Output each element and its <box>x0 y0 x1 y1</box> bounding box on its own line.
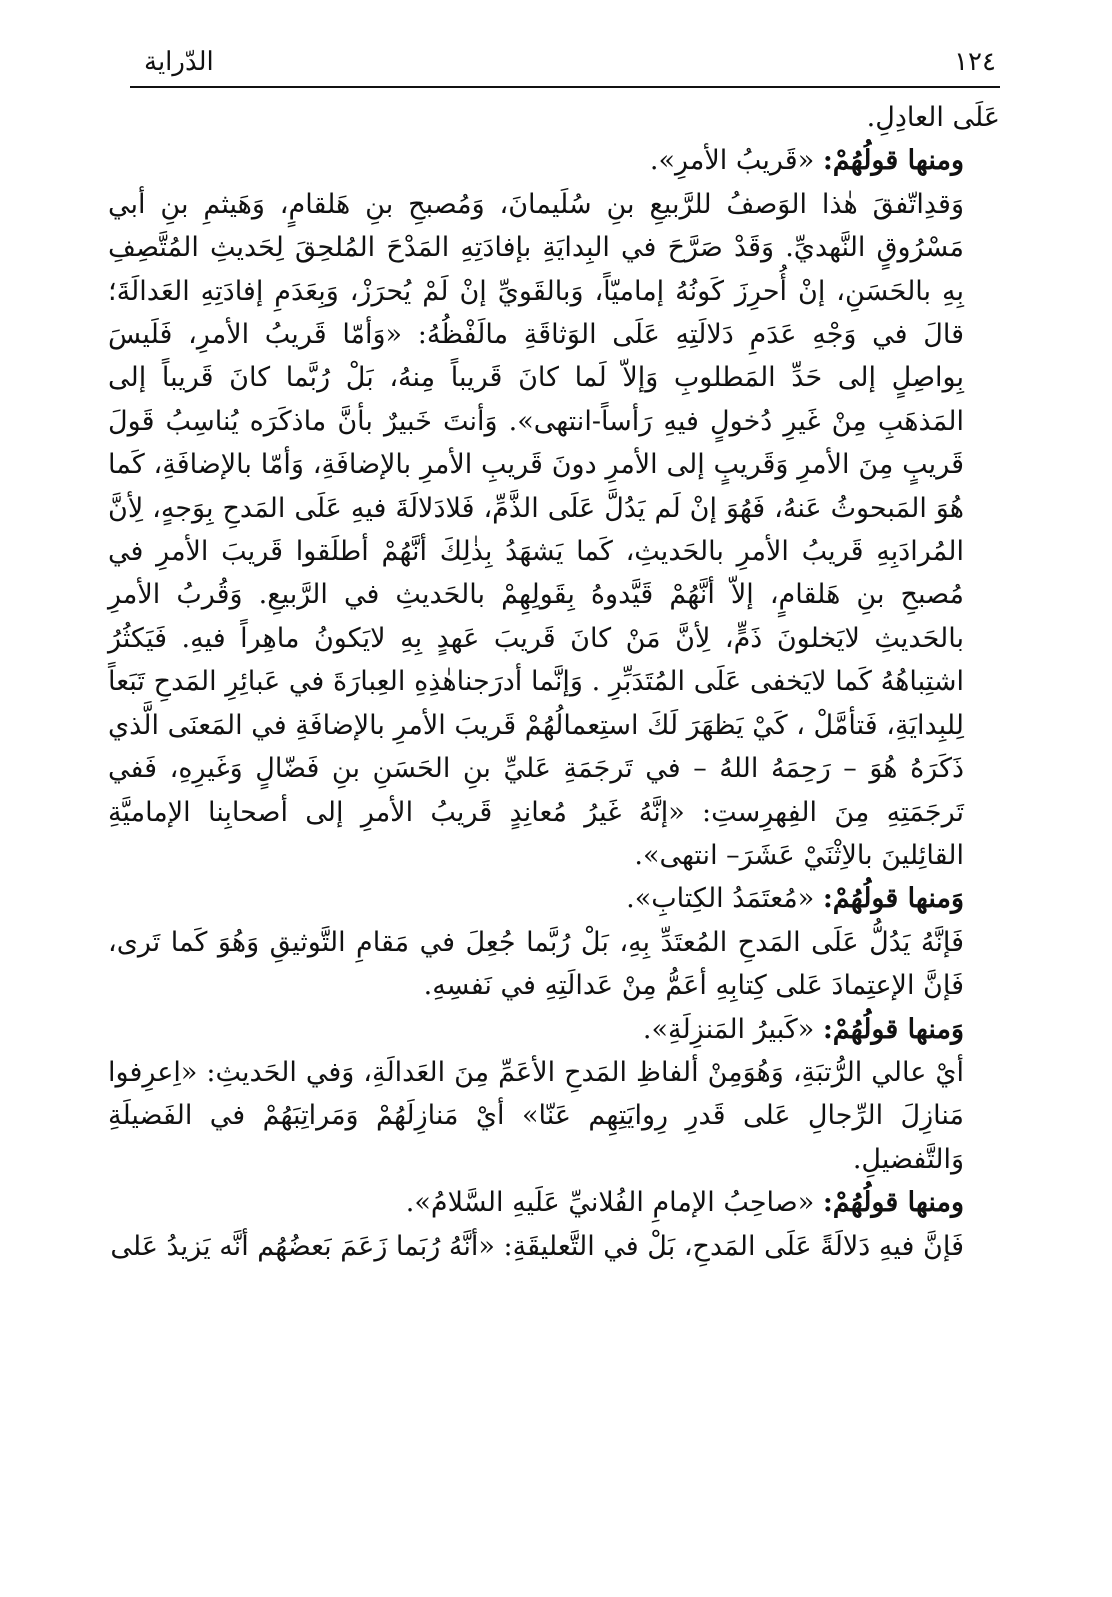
paragraph-text: أيْ عالي الرُّتبَةِ، وَهُوَمِنْ ألفاظِ المَدحِ الأعَمِّ مِنَ العَدالَةِ، وَفي الحَديثِ: «اِعرِفوا مَنازِلَ الرِّجالِ عَلى قَدرِ رِوايَتِهِم عَنّا» أيْ مَنازِلَهُمْ وَمَراتِبَهُمْ في الفَضيلَةِ وَالتَّفضيلِ. <box>108 1056 964 1175</box>
paragraph <box>108 1225 1000 1268</box>
paragraph-text: «مُعتَمَدُ الكِتابِ». <box>626 883 815 915</box>
page-header <box>130 40 1000 88</box>
running-title: الدّراية <box>144 47 214 77</box>
paragraph <box>108 1051 1000 1181</box>
page-number: ١٢٤ <box>954 47 996 77</box>
section-heading: ومنها قولُهُمْ: <box>822 1187 964 1219</box>
paragraph <box>108 96 1000 139</box>
paragraph-text: فَإنَّ فيهِ دَلالَةً عَلَى المَدحِ، بَلْ في التَّعليقَةِ: «أنَّهُ رُبَما زَعَمَ بَعضُهُم أنَّه يَزيدُ عَلى <box>110 1230 964 1262</box>
paragraph <box>108 1181 1000 1224</box>
paragraph <box>108 183 1000 878</box>
paragraph-text: «كَبيرُ المَنزِلَةِ». <box>642 1013 815 1045</box>
paragraph <box>108 877 1000 920</box>
paragraph-text: «قَريبُ الأمرِ». <box>649 145 815 177</box>
section-heading: ومنها قولُهُمْ: <box>822 145 964 177</box>
paragraph-text: «صاحِبُ الإمامِ الفُلانيِّ عَلَيهِ السَّلامُ». <box>405 1187 815 1219</box>
body-text <box>108 96 1000 1268</box>
paragraph-text: فَإنَّهُ يَدُلُّ عَلَى المَدحِ المُعتَدِّ بِهِ، بَلْ رُبَّما جُعِلَ في مَقامِ التَّوثيقِ وَهُوَ كَما تَرى، فَإنَّ الإعتِمادَ عَلى كِتابِهِ أعَمُّ مِنْ عَدالَتِهِ في نَفسِهِ. <box>108 926 964 1002</box>
paragraph <box>108 921 1000 1008</box>
section-heading: وَمنها قولُهُمْ: <box>822 1013 964 1045</box>
section-heading: وَمنها قولُهُمْ: <box>822 883 964 915</box>
paragraph-text: عَلَى العادِلِ. <box>866 102 1000 133</box>
paragraph-text: وَقدِاتّفقَ هٰذا الوَصفُ للرَّبيعِ بنِ سُلَيمانَ، وَمُصبحِ بنِ هَلقامٍ، وَهَيثمِ بنِ أبي مَسْرُوقٍ النَّهديِّ. وَقَدْ صَرَّحَ في البِدايَةِ بإفادَتِهِ المَدْحَ المُلحِقَ لِحَديثِ المُتَّصِفِ بِهِ بالحَسَنِ، إنْ أُحرِزَ كَونُهُ إماميّاً، وَبالقَويِّ إنْ لَمْ يُحرَزْ، وَبِعَدَمِ إفادَتِهِ العَدالَةَ؛ قالَ في وَجْهِ عَدَمِ دَلالَتِهِ عَلَى الوَثاقَةِ مالَفْظُهُ: «وَأمّا قَريبُ الأمرِ، فَلَيسَ بِواصِلٍ إلى حَدِّ المَطلوبِ وَإلاّ لَما كانَ قَريباً مِنهُ، بَلْ رُبَّما كانَ قَريباً إلى المَذهَبِ مِنْ غَيرِ دُخولٍ فيهِ رَأساً-انتهى». وَأنتَ خَبيرٌ بأنَّ ماذكَرَه يُناسِبُ قَولَ قَريبٍ مِنَ الأمرِ وَقَريبٍ إلى الأمرِ دونَ قَريبِ الأمرِ بالإضافَةِ، وَأمّا بالإضافَةِ، كَما هُوَ المَبحوثُ عَنهُ، فَهُوَ إنْ لَم يَدُلَّ عَلَى الذَّمِّ، فَلادَلالَةَ فيهِ عَلَى المَدحِ بِوَجهٍ، لِأنَّ المُرادَبِهِ قَريبُ الأمرِ بالحَديثِ، كَما يَشهَدُ بِذٰلِكَ أنَّهُمْ أطلَقوا قَريبَ الأمرِ في مُصبحِ بنِ هَلقامٍ، إلاّ أنَّهُمْ قَيَّدوهُ بِقَولِهِمْ بالحَديثِ في الرَّبيعِ. وَقُربُ الأمرِ بالحَديثِ لايَخلونَ ذَمٍّ، لِأنَّ مَنْ كانَ قَريبَ عَهدٍ بِهِ لايَكونُ ماهِراً فيهِ. فَيَكثُرُ اشتِباهُهُ كَما لايَخفى عَلَى المُتَدَبِّرِ . وَإنَّما أدرَجناهٰذِهِ العِبارَةَ في عَبائِرِ المَدحِ تَبَعاً لِلبِدايَةِ، فَتأمَّلْ ، كَيْ يَظهَرَ لَكَ استِعمالُهُمْ قَريبَ الأمرِ بالإضافَةِ في المَعنَى الَّذي ذَكَرَهُ هُوَ – رَحِمَهُ اللهُ – في تَرجَمَةِ عَليِّ بنِ الحَسَنِ بنِ فَضّالٍ وَغَيرِهِ، فَفي تَرجَمَتِهِ مِنَ الفِهرِستِ: «إنَّهُ غَيرُ مُعانِدٍ قَريبُ الأمرِ إلى أصحابِنا الإماميَّةِ القائِلينَ بالاِثْنَيْ عَشَرَ– انتهى». <box>108 188 964 871</box>
paragraph <box>108 1008 1000 1051</box>
paragraph <box>108 139 1000 182</box>
